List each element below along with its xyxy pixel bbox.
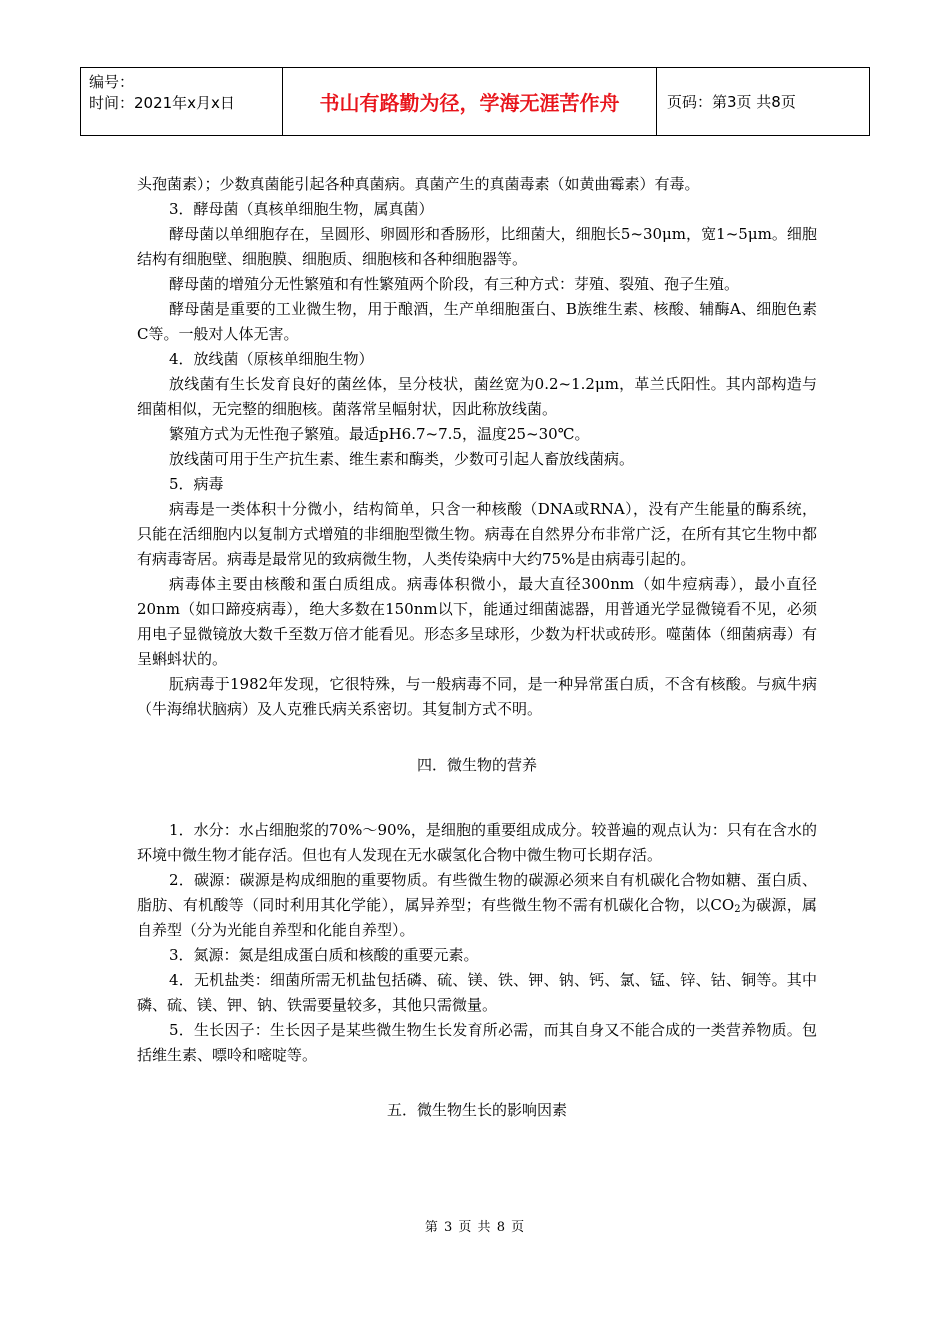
paragraph: 4．无机盐类：细菌所需无机盐包括磷、硫、镁、铁、钾、钠、钙、氯、锰、锌、钴、铜等。其中磷、硫、镁、钾、钠、铁需要量较多，其他只需微量。 [137, 971, 817, 1014]
paragraph [137, 868, 817, 943]
section-title-growth-factors: 五．微生物生长的影响因素 [386, 1101, 567, 1119]
paragraph: 酵母菌以单细胞存在，呈圆形、卵圆形和香肠形，比细菌大，细胞长5~30μm，宽1~5μm。细胞结构有细胞壁、细胞膜、细胞质、细胞核和各种细胞器等。 [137, 225, 817, 268]
paragraph: 病毒体主要由核酸和蛋白质组成。病毒体积微小，最大直径300nm（如牛痘病毒），最小直径20nm（如口蹄疫病毒），绝大多数在150nm以下，能通过细菌滤器，用普通光学显微镜看不见，必须用电子显微镜放大数千至数万倍才能看见。形态多呈球形，少数为杆状或砖形。噬菌体（细菌病毒）有呈蝌蚪状的。 [137, 575, 817, 668]
paragraph: 病毒是一类体积十分微小，结构简单，只含一种核酸（DNA或RNA），没有产生能量的酶系统，只能在活细胞内以复制方式增殖的非细胞型微生物。病毒在自然界分布非常广泛，在所有其它生物中都有病毒寄居。病毒是最常见的致病微生物，人类传染病中大约75%是由病毒引起的。 [137, 500, 817, 568]
paragraph-text: 为碳源，属自养型（分为光能自养型和化能自养型）。 [137, 896, 817, 939]
subheading-yeast: 3．酵母菌（真核单细胞生物，属真菌） [169, 200, 434, 218]
paragraph-text: 2．碳源：碳源是构成细胞的重要物质。有些微生物的碳源必须来自有机碳化合物如糖、蛋白质、脂肪、有机酸等（同时利用其化学能），属异养型；有些微生物不需有机碳化合物，以CO [137, 871, 817, 914]
subheading-actinomycetes: 4．放线菌（原核单细胞生物） [169, 350, 374, 368]
header-motto: 书山有路勤为径，学海无涯苦作舟 [283, 68, 657, 135]
page-footer: 第 3 页 共 8 页 [424, 1220, 526, 1235]
document-number-label: 编号： [89, 73, 135, 91]
paragraph: 放线菌可用于生产抗生素、维生素和酶类，少数可引起人畜放线菌病。 [169, 450, 635, 468]
paragraph: 3．氮源：氮是组成蛋白质和核酸的重要元素。 [169, 946, 479, 964]
document-body [137, 172, 817, 1123]
page-header [80, 67, 870, 136]
header-page-number: 页码：第3页 共8页 [667, 93, 796, 111]
subheading-virus: 5．病毒 [169, 475, 224, 493]
paragraph: 酵母菌是重要的工业微生物，用于酿酒，生产单细胞蛋白、B族维生素、核酸、辅酶A、细胞色素C等。一般对人体无害。 [137, 300, 817, 343]
section-spacer [137, 778, 817, 818]
document-time-label: 时间：2021年x月x日 [89, 94, 235, 112]
paragraph: 1．水分：水占细胞浆的70%～90%，是细胞的重要组成成分。较普遍的观点认为：只有在含水的环境中微生物才能存活。但也有人发现在无水碳氢化合物中微生物可长期存活。 [137, 821, 817, 864]
paragraph: 放线菌有生长发育良好的菌丝体，呈分枝状，菌丝宽为0.2~1.2μm，革兰氏阳性。其内部构造与细菌相似，无完整的细胞核。菌落常呈幅射状，因此称放线菌。 [137, 375, 817, 418]
paragraph: 酵母菌的增殖分无性繁殖和有性繁殖两个阶段，有三种方式：芽殖、裂殖、孢子生殖。 [169, 275, 740, 293]
header-meta [81, 68, 283, 135]
subscript: 2 [734, 904, 741, 915]
paragraph: 朊病毒于1982年发现，它很特殊，与一般病毒不同，是一种异常蛋白质，不含有核酸。与疯牛病（牛海绵状脑病）及人克雅氏病关系密切。其复制方式不明。 [137, 675, 817, 718]
paragraph: 繁殖方式为无性孢子繁殖。最适pH6.7~7.5，温度25~30℃。 [169, 425, 590, 443]
section-title-nutrition: 四．微生物的营养 [416, 756, 537, 774]
paragraph: 5．生长因子：生长因子是某些微生物生长发育所必需，而其自身又不能合成的一类营养物质。包括维生素、嘌呤和嘧啶等。 [137, 1021, 817, 1064]
paragraph: 头孢菌素）；少数真菌能引起各种真菌病。真菌产生的真菌毒素（如黄曲霉素）有毒。 [137, 175, 700, 193]
